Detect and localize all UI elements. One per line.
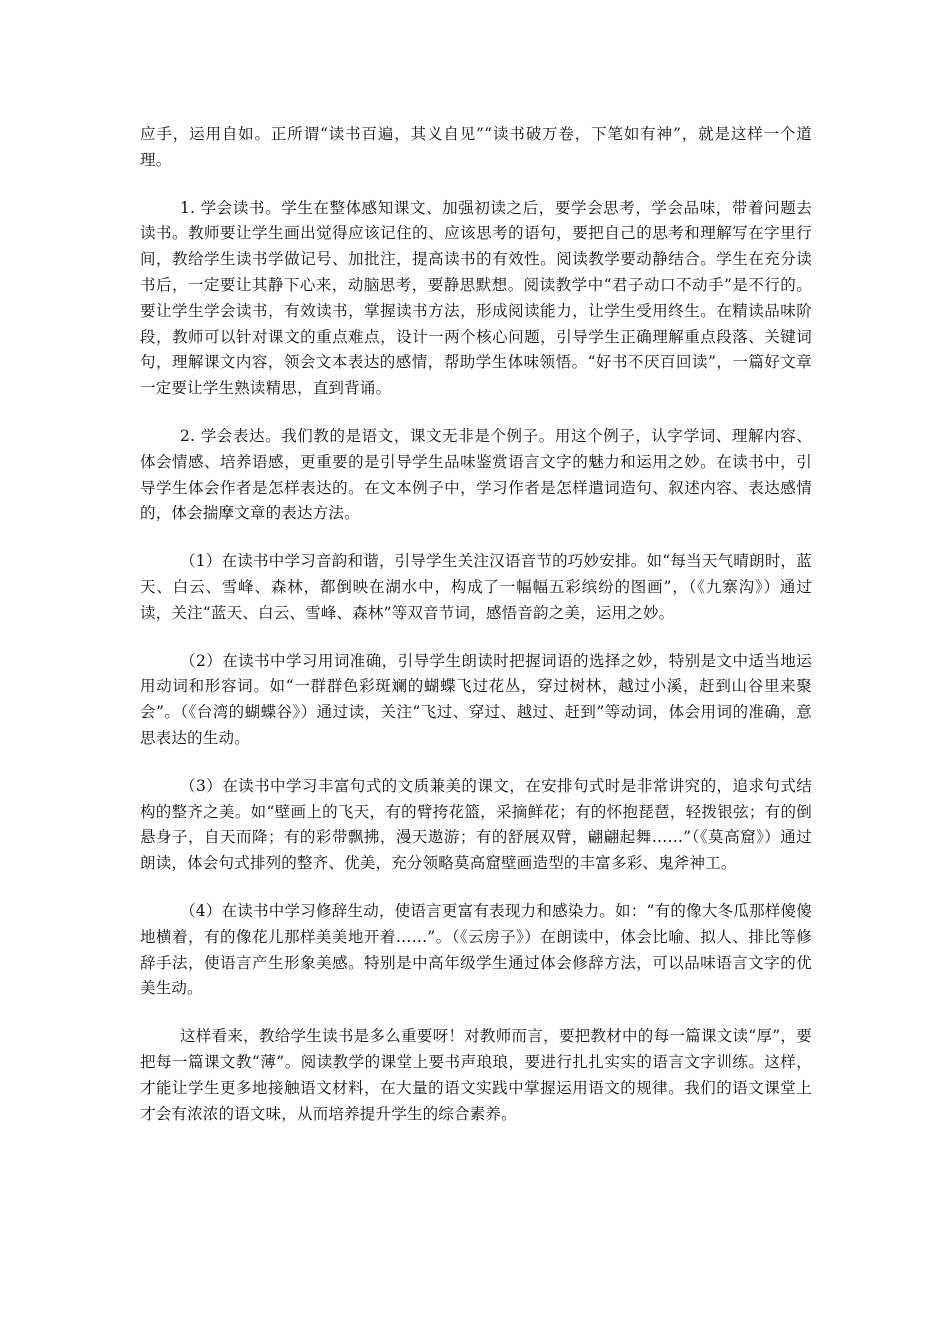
paragraph-continuation: 应手，运用自如。正所谓“读书百遍，其义自见”“读书破万卷，下笔如有神”，就是这样一个道理。 [140, 125, 812, 169]
paragraph-learn-reading: 1. 学会读书。学生在整体感知课文、加强初读之后，要学会思考，学会品味，带着问题去读书。教师要让学生画出觉得应该记住的、应该思考的语句，要把自己的思考和理解写在字里行间，教给学生读书学做记号、加批注，提高读书的有效性。阅读教学要动静结合。学生在充分读书后，一定要让其静下心来，动脑思考，要静思默想。阅读教学中“君子动口不动手”是不行的。要让学生学会读书，有效读书，掌握读书方法，形成阅读能力，让学生受用终生。在精读品味阶段，教师可以针对课文的重点难点，设计一两个核心问题，引导学生正确理解重点段落、关键词句，理解课文内容，领会文本表达的感情，帮助学生体味领悟。“好书不厌百回读”，一篇好文章一定要让学生熟读精思，直到背诵。 [140, 198, 812, 398]
paragraph-rhythm-harmony: （1）在读书中学习音韵和谐，引导学生关注汉语音节的巧妙安排。如“每当天气晴朗时，蓝天、白云、雪峰、森林，都倒映在湖水中，构成了一幅幅五彩缤纷的图画”，（《九寨沟》）通过读，关注“蓝天、白云、雪峰、森林”等双音节词，感悟音韵之美，运用之妙。 [140, 552, 812, 622]
document-page [140, 122, 812, 1149]
paragraph-learn-expression: 2. 学会表达。我们教的是语文，课文无非是个例子。用这个例子，认字学词、理解内容、体会情感、培养语感，更重要的是引导学生品味鉴赏语言文字的魅力和运用之妙。在读书中，引导学生体会作者是怎样表达的。在文本例子中，学习作者是怎样遣词造句、叙述内容、表达感情的，体会揣摩文章的表达方法。 [140, 426, 812, 523]
paragraph-word-accuracy: （2）在读书中学习用词准确，引导学生朗读时把握词语的选择之妙，特别是文中适当地运用动词和形容词。如“一群群色彩斑斓的蝴蝶飞过花丛，穿过树林，越过小溪，赶到山谷里来聚会”。（《台湾的蝴蝶谷》）通过读，关注“飞过、穿过、越过、赶到”等动词，体会用词的准确，意思表达的生动。 [140, 651, 812, 747]
paragraph-sentence-patterns: （3）在读书中学习丰富句式的文质兼美的课文，在安排句式时是非常讲究的，追求句式结构的整齐之美。如“壁画上的飞天，有的臂挎花篮，采摘鲜花；有的怀抱琵琶，轻拨银弦；有的倒悬身子，自天而降；有的彩带飘拂，漫天遨游；有的舒展双臂，翩翩起舞……”（《莫高窟》）通过朗读，体会句式排列的整齐、优美，充分领略莫高窟壁画造型的丰富多彩、鬼斧神工。 [140, 776, 812, 873]
paragraph-rhetoric: （4）在读书中学习修辞生动，使语言更富有表现力和感染力。如：“有的像大冬瓜那样傻傻地横着，有的像花儿那样美美地开着……”。（《云房子》）在朗读中，体会比喻、拟人、排比等修辞手法，使语言产生形象美感。特别是中高年级学生通过体会修辞方法，可以品味语言文字的优美生动。 [140, 901, 812, 998]
paragraph-conclusion: 这样看来，教给学生读书是多么重要呀！对教师而言，要把教材中的每一篇课文读“厚”，要把每一篇课文教“薄”。阅读教学的课堂上要书声琅琅，要进行扎扎实实的语言文字训练。这样，才能让学生更多地接触语文材料，在大量的语文实践中掌握运用语文的规律。我们的语文课堂上才会有浓浓的语文味，从而培养提升学生的综合素养。 [140, 1027, 812, 1123]
